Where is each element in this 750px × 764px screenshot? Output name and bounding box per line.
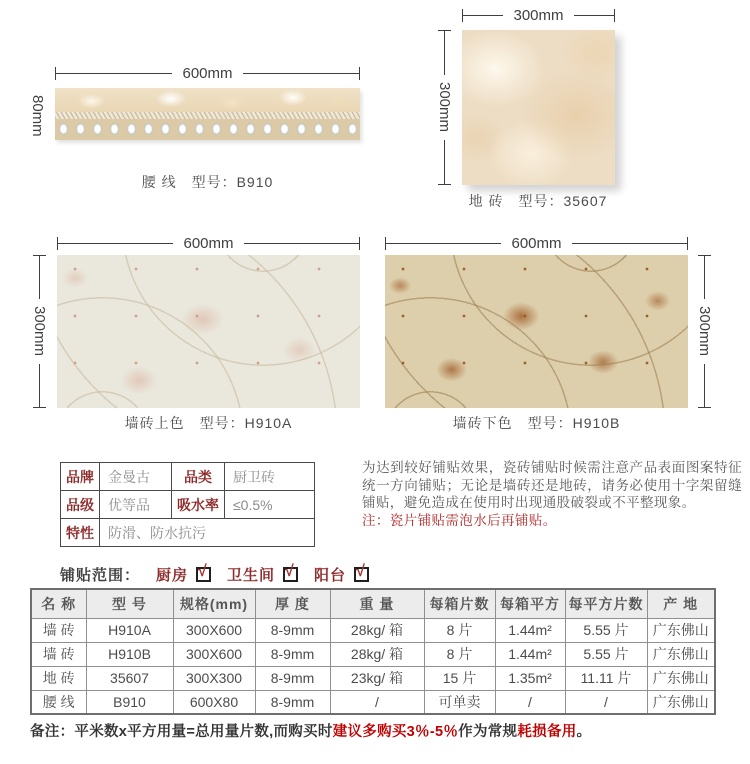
feature-value: 防滑、防水抗污 xyxy=(100,519,315,547)
dimension-line xyxy=(704,364,705,407)
category-value: 厨卫砖 xyxy=(225,463,315,491)
spec-box-row xyxy=(61,519,315,547)
cell-size: 300X600 xyxy=(173,618,255,642)
purchase-note-text: 备注：平米数x平方用量=总用量片数,而购买时 xyxy=(30,724,333,740)
cell-name: 墙 砖 xyxy=(31,642,86,666)
purchase-note-text: 作为常规 xyxy=(458,724,518,740)
laying-notice-red-note: 注：瓷片铺贴需泡水后再铺贴。 xyxy=(362,512,557,528)
cell-sqm-per-box: 1.44m² xyxy=(495,642,565,666)
cell-thickness: 8-9mm xyxy=(255,666,330,690)
cell-weight: / xyxy=(330,690,424,714)
cell-weight: 28kg/ 箱 xyxy=(330,618,424,642)
waistline-hatch-band xyxy=(55,112,360,119)
cell-pieces-per-sqm: 5.55 片 xyxy=(565,642,647,666)
cell-model: B910 xyxy=(86,690,173,714)
waistline-bead-band xyxy=(55,119,360,140)
product-image-wall-h910b xyxy=(385,255,688,408)
cell-sqm-per-box: 1.44m² xyxy=(495,618,565,642)
cell-thickness: 8-9mm xyxy=(255,642,330,666)
dimension-line xyxy=(463,15,503,16)
cell-weight: 23kg/ 箱 xyxy=(330,666,424,690)
check-icon: √ xyxy=(198,563,207,580)
spec-box-row xyxy=(61,491,315,519)
dimension-tick xyxy=(33,407,46,408)
dimension-line xyxy=(39,256,40,299)
laying-notice-body: 为达到较好铺贴效果，瓷砖铺贴时候需注意产品表面图案特征统一方向铺贴；无论是墙砖还是地砖，请务必使用十字架留缝铺贴，避免造成在使用时出现通股破裂或不平整现象。 xyxy=(362,460,742,511)
purchase-note-highlight: 建议多购买3％-5％ xyxy=(332,724,459,740)
dimension-tick xyxy=(687,237,688,250)
cell-model: H910B xyxy=(86,642,173,666)
check-icon: √ xyxy=(285,563,294,580)
dimension-line xyxy=(444,140,445,184)
cell-size: 300X300 xyxy=(173,666,255,690)
table-row xyxy=(31,666,715,690)
cell-model: H910A xyxy=(86,618,173,642)
dimension-width-b910 xyxy=(55,66,360,81)
cell-weight: 28kg/ 箱 xyxy=(330,642,424,666)
table-row xyxy=(31,618,715,642)
cell-sqm-per-box: / xyxy=(495,690,565,714)
dimension-line xyxy=(244,243,359,244)
dimension-height-h910b xyxy=(697,255,712,408)
product-caption-35607: 地 砖 型号：35607 xyxy=(468,193,608,209)
cell-size: 300X600 xyxy=(173,642,255,666)
product-image-waistline-b910 xyxy=(55,88,360,140)
brand-label: 品牌 xyxy=(61,463,100,491)
dimension-line xyxy=(574,15,614,16)
purchase-note-text: 。 xyxy=(576,724,592,740)
cell-size: 600X80 xyxy=(173,690,255,714)
apply-range-option-bathroom xyxy=(227,564,298,585)
product-image-floor-35607 xyxy=(462,30,615,185)
dimension-height-35607 xyxy=(437,30,452,185)
dimension-width-35607 xyxy=(462,8,615,23)
col-header-pieces-per-sqm: 每平方片数 xyxy=(565,589,647,618)
dimension-height-b910 xyxy=(30,88,45,140)
balcony-checkbox[interactable] xyxy=(354,563,369,582)
table-row xyxy=(31,642,715,666)
table-header-row xyxy=(31,589,715,618)
cell-pieces-per-box: 15 片 xyxy=(424,666,495,690)
purchase-note xyxy=(30,720,591,741)
dimension-tick xyxy=(614,9,615,22)
dimension-height-label: 80mm xyxy=(29,95,46,137)
dimension-width-label: 600mm xyxy=(182,65,233,82)
dimension-height-label: 300mm xyxy=(696,306,713,357)
apply-range-label: 铺贴范围： xyxy=(60,567,141,584)
kitchen-label: 厨房 xyxy=(156,567,189,584)
check-icon: √ xyxy=(356,563,365,580)
purchase-note-highlight: 耗损备用 xyxy=(517,724,577,740)
balcony-label: 阳台 xyxy=(314,567,347,584)
dimension-width-label: 300mm xyxy=(513,7,564,24)
col-header-sqm-per-box: 每箱平方 xyxy=(495,589,565,618)
cell-pieces-per-sqm: 5.55 片 xyxy=(565,618,647,642)
brand-value: 金曼古 xyxy=(100,463,172,491)
dimension-height-label: 300mm xyxy=(31,306,48,357)
cell-pieces-per-sqm: / xyxy=(565,690,647,714)
grade-value: 优等品 xyxy=(100,491,172,519)
table-row xyxy=(31,690,715,714)
cell-origin: 广东佛山 xyxy=(647,690,715,714)
dimension-tick xyxy=(359,237,360,250)
spec-box-row xyxy=(61,463,315,491)
absorption-label: 吸水率 xyxy=(172,491,225,519)
apply-range-option-balcony xyxy=(314,564,369,585)
dimension-tick xyxy=(438,184,451,185)
dimension-width-label: 600mm xyxy=(183,235,234,252)
bathroom-checkbox[interactable] xyxy=(283,563,298,582)
product-image-wall-h910a xyxy=(57,255,360,408)
col-header-name: 名 称 xyxy=(31,589,86,618)
cell-pieces-per-box: 可单卖 xyxy=(424,690,495,714)
dimension-line xyxy=(56,73,172,74)
kitchen-checkbox[interactable] xyxy=(196,563,211,582)
dimension-width-h910a xyxy=(57,236,360,251)
dimension-height-label: 300mm xyxy=(436,82,453,133)
dimension-tick xyxy=(359,67,360,80)
absorption-value: ≤0.5% xyxy=(225,491,315,519)
dimension-line xyxy=(58,243,173,244)
cell-name: 地 砖 xyxy=(31,666,86,690)
product-caption-b910: 腰 线 型号：B910 xyxy=(141,174,274,190)
dimension-height-h910a xyxy=(32,255,47,408)
cell-thickness: 8-9mm xyxy=(255,618,330,642)
category-label: 品类 xyxy=(172,463,225,491)
apply-range-row xyxy=(60,564,369,585)
col-header-model: 型 号 xyxy=(86,589,173,618)
dimension-line xyxy=(444,31,445,75)
cell-model: 35607 xyxy=(86,666,173,690)
cell-name: 墙 砖 xyxy=(31,618,86,642)
cell-pieces-per-sqm: 11.11 片 xyxy=(565,666,647,690)
col-header-pieces-per-box: 每箱片数 xyxy=(424,589,495,618)
dimension-width-h910b xyxy=(385,236,688,251)
cell-origin: 广东佛山 xyxy=(647,642,715,666)
cell-name: 腰 线 xyxy=(31,690,86,714)
dimension-tick xyxy=(698,407,711,408)
col-header-thickness: 厚 度 xyxy=(255,589,330,618)
dimension-line xyxy=(386,243,501,244)
dimension-line xyxy=(243,73,359,74)
apply-range-option-kitchen xyxy=(156,564,211,585)
laying-notice xyxy=(362,459,742,529)
cell-origin: 广东佛山 xyxy=(647,618,715,642)
bathroom-label: 卫生间 xyxy=(227,567,276,584)
waistline-marble-band xyxy=(55,88,360,112)
col-header-origin: 产 地 xyxy=(647,589,715,618)
cell-sqm-per-box: 1.35m² xyxy=(495,666,565,690)
brand-spec-box xyxy=(60,462,315,547)
dimension-width-label: 600mm xyxy=(511,235,562,252)
product-caption-h910a: 墙砖上色 型号：H910A xyxy=(124,415,293,431)
grade-label: 品级 xyxy=(61,491,100,519)
cell-thickness: 8-9mm xyxy=(255,690,330,714)
cell-pieces-per-box: 8 片 xyxy=(424,642,495,666)
product-caption-h910b: 墙砖下色 型号：H910B xyxy=(452,415,621,431)
dimension-line xyxy=(39,364,40,407)
cell-pieces-per-box: 8 片 xyxy=(424,618,495,642)
cell-origin: 广东佛山 xyxy=(647,666,715,690)
dimension-line xyxy=(572,243,687,244)
product-spec-table xyxy=(30,588,716,715)
dimension-line xyxy=(704,256,705,299)
col-header-weight: 重 量 xyxy=(330,589,424,618)
col-header-size: 规格(mm) xyxy=(173,589,255,618)
feature-label: 特性 xyxy=(61,519,100,547)
